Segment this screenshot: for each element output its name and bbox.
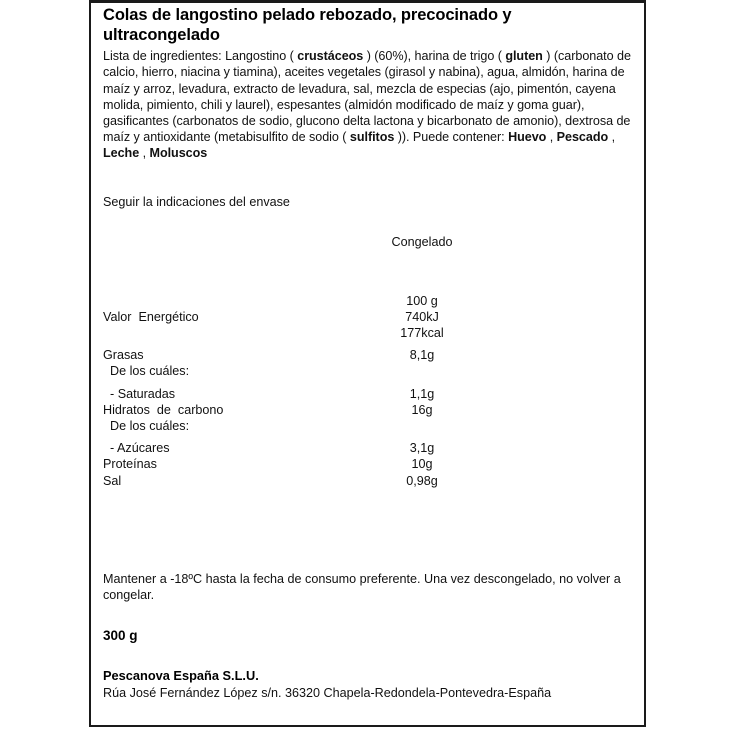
- separator-3: ,: [139, 146, 150, 161]
- nutrient-label: De los cuáles:: [110, 419, 190, 433]
- nutrient-value: [368, 363, 476, 379]
- nutrient-value: 177kcal: [400, 326, 444, 341]
- table-row: [103, 473, 632, 489]
- nutrient-value: [368, 418, 476, 434]
- net-weight: 300 g: [103, 628, 138, 644]
- state-header-spacer: [103, 234, 368, 250]
- serving-header-spacer: [103, 293, 368, 309]
- nutrient-value: 1,1g: [409, 386, 435, 401]
- row-pad: [476, 473, 632, 489]
- may-contain-pescado: Pescado: [556, 130, 609, 145]
- table-row: [103, 418, 632, 434]
- nutrient-value: 3,1g: [409, 441, 435, 456]
- ingredients-prefix: Lista de ingredientes: Langostino (: [103, 49, 298, 64]
- nutrient-label: [103, 325, 368, 341]
- table-row: [103, 456, 632, 472]
- may-contain-moluscos: Moluscos: [149, 146, 208, 161]
- nutrient-label: Grasas: [103, 348, 144, 363]
- spacer-cell-b: [368, 250, 476, 293]
- header-pad: [476, 234, 632, 250]
- row-pad: [476, 440, 632, 456]
- company-address: Rúa José Fernández López s/n. 36320 Chapela-Redondela-Pontevedra-España: [103, 686, 552, 701]
- row-pad: [476, 309, 632, 325]
- table-row: [103, 363, 632, 379]
- nutrient-label: De los cuáles:: [110, 364, 190, 379]
- page-title: Colas de langostino pelado rebozado, precocinado y ultracongelado: [103, 6, 512, 44]
- row-pad: [476, 402, 632, 418]
- storage-instructions: Mantener a -18ºC hasta la fecha de consumo preferente. Una vez descongelado, no volver a congelar.: [103, 571, 621, 602]
- nutrient-value: 0,98g: [406, 473, 438, 488]
- serving-pad: [476, 293, 632, 309]
- separator-1: ,: [546, 130, 557, 145]
- nutrition-state-header-row: [103, 234, 632, 250]
- row-pad: [476, 418, 632, 434]
- nutrient-label: - Saturadas: [110, 386, 176, 401]
- nutrition-state-header: Congelado: [391, 234, 453, 249]
- separator-2: ,: [608, 130, 616, 145]
- ingredients-segment-1: ) (60%), harina de trigo (: [363, 49, 506, 64]
- nutrition-table: [103, 234, 632, 489]
- nutrient-label: Hidratos de carbono: [103, 402, 224, 417]
- row-pad: [476, 325, 632, 341]
- row-pad: [476, 386, 632, 402]
- row-pad: [476, 347, 632, 363]
- table-row: [103, 309, 632, 325]
- allergen-sulfitos: sulfitos: [349, 130, 395, 145]
- nutrition-spacer-row: [103, 250, 632, 293]
- spacer-cell-c: [476, 250, 632, 293]
- nutrient-label: Proteínas: [103, 457, 157, 472]
- table-row: [103, 347, 632, 363]
- table-row: [103, 386, 632, 402]
- preparation-instructions: Seguir la indicaciones del envase: [103, 195, 290, 210]
- allergen-crustaceos: crustáceos: [297, 49, 364, 64]
- ingredients-segment-3: )). Puede contener:: [394, 130, 509, 145]
- nutrient-value: 740kJ: [405, 309, 439, 324]
- ingredients-segment-2: ) (carbonato de calcio, hierro, niacina y tiamina), aceites vegetales (girasol y nabina), agua, almidón, harina de maíz y arroz, levadura, extracto de levadura, sal, mezcla de especias (ajo, pimentón, cayena molida, pimiento, chili y laurel), espesantes (almidón modificado de maíz y goma guar), gasificantes (carbonatos de sodio, glucono delta lactona y bicarbonato de amonio), dextrosa de maíz y antioxidante (metabisulfito de sodio (: [103, 49, 631, 145]
- table-row: [103, 402, 632, 418]
- row-pad: [476, 456, 632, 472]
- may-contain-leche: Leche: [103, 146, 140, 161]
- table-row: [103, 440, 632, 456]
- nutrition-serving-header: 100 g: [406, 293, 438, 308]
- row-pad: [476, 363, 632, 379]
- allergen-gluten: gluten: [505, 49, 543, 64]
- may-contain-huevo: Huevo: [508, 130, 547, 145]
- nutrient-value: 10g: [411, 457, 433, 472]
- ingredients-list: [103, 48, 632, 161]
- company-name: Pescanova España S.L.U.: [103, 668, 259, 684]
- nutrient-value: 16g: [411, 402, 433, 417]
- table-row: [103, 325, 632, 341]
- nutrition-serving-header-row: [103, 293, 632, 309]
- nutrient-label: Valor Energético: [103, 309, 199, 324]
- nutrient-label: - Azúcares: [110, 441, 170, 456]
- nutrient-value: 8,1g: [409, 348, 435, 363]
- nutrition-label-frame: [89, 0, 646, 727]
- nutrient-label: Sal: [103, 473, 122, 488]
- spacer-cell-a: [103, 250, 368, 293]
